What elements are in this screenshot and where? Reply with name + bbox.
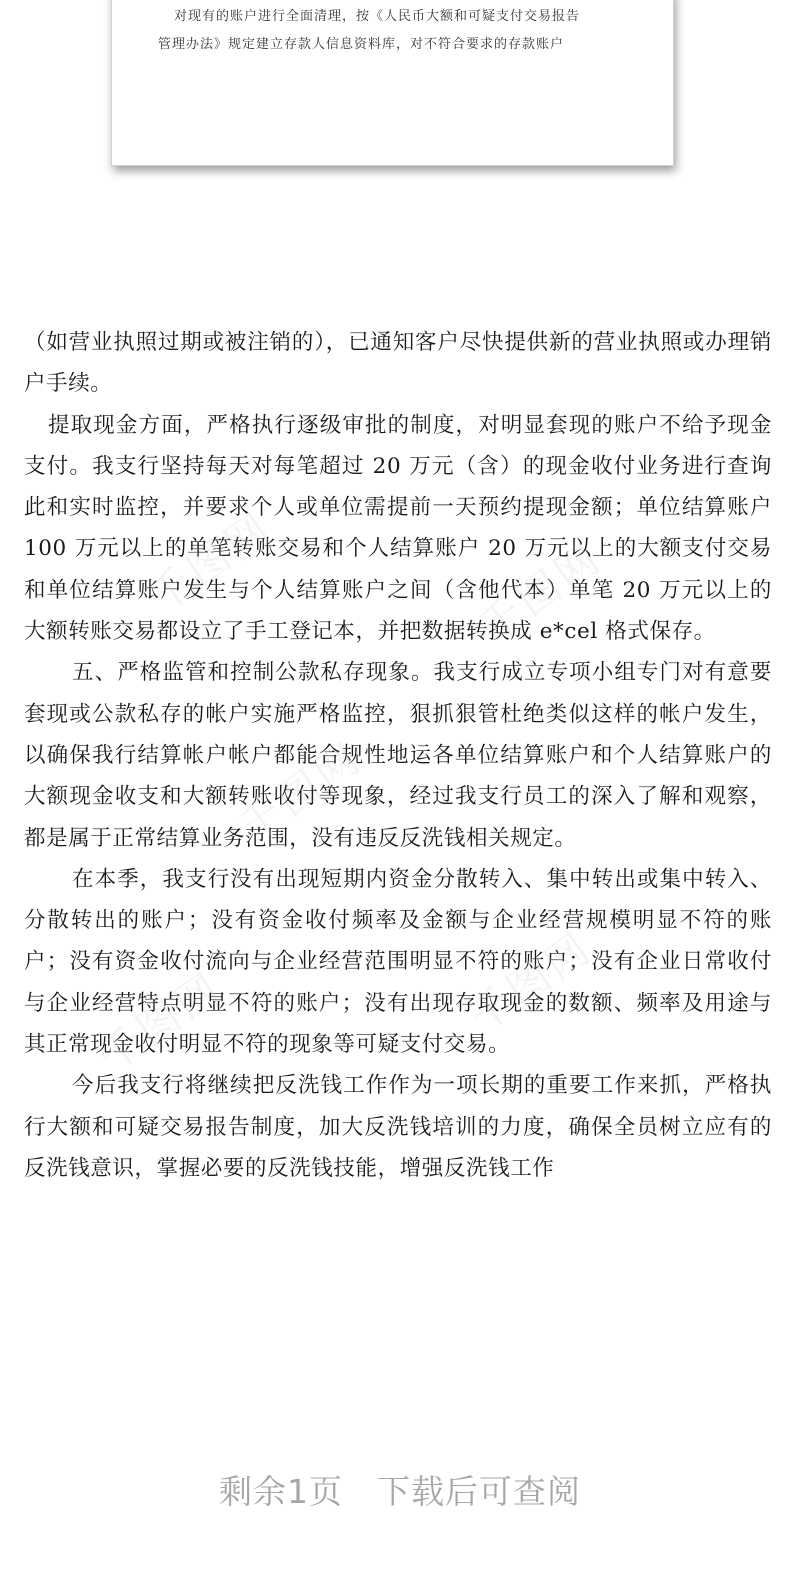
document-body [24, 322, 772, 1189]
document-preview-card [111, 0, 674, 166]
download-prompt[interactable] [0, 1462, 800, 1522]
paragraph-future-work: 今后我支行将继续把反洗钱工作作为一项长期的重要工作来抓，严格执行大额和可疑交易报告制度，加大反洗钱培训的力度，确保全员树立应有的反洗钱意识，掌握必要的反洗钱技能，增强反洗钱工作 [24, 1073, 772, 1181]
watermark: 千图网 [229, 732, 372, 852]
paragraph-section-five: 五、严格监管和控制公款私存现象。我支行成立专项小组专门对有意要套现或公款私存的帐户实施严格监控，狠抓狠管杜绝类似这样的帐户发生，以确保我行结算帐户帐户都能合规性地运各单位结算账户和个人结算账户的大额现金收支和大额转账收付等现象，经过我支行员工的深入了解和观察，都是属于正常结算业务范围，没有违反反洗钱相关规定。 [24, 660, 772, 851]
preview-line-2: 管理办法》规定建立存款人信息资料库，对不符合要求的存款账户 [158, 37, 565, 52]
paragraph-cash-withdrawal: 提取现金方面，严格执行逐级审批的制度，对明显套现的账户不给予现金支付。我支行坚持每天对每笔超过 20 万元（含）的现金收付业务进行查询此和实时监控，并要求个人或单位需提前一天预约提现金额；单位结算账户 100 万元以上的单笔转账交易和个人结算账户 20 万元以上的大额支付交易和单位结算账户发生与个人结算账户之间（含他代本）单笔 20 万元以上的大额转账交易都设立了手工登记本，并把数据转换成 e*cel 格式保存。 [24, 412, 772, 645]
watermark: 千图网 [89, 962, 232, 1082]
paragraph-continuation: （如营业执照过期或被注销的），已通知客户尽快提供新的营业执照或办理销户手续。 [24, 330, 772, 397]
download-to-view-text[interactable]: 下载后可查阅 [377, 1472, 581, 1511]
watermark: 千图网 [459, 922, 602, 1042]
paragraph-this-quarter: 在本季，我支行没有出现短期内资金分散转入、集中转出或集中转入、分散转出的账户；没有资金收付频率及金额与企业经营规模明显不符的账户；没有资金收付流向与企业经营范围明显不符的账户；没有企业日常收付与企业经营特点明显不符的账户；没有出现存取现金的数额、频率及用途与其正常现金收付明显不符的现象等可疑支付交易。 [24, 866, 772, 1058]
watermark: 千图网 [469, 532, 612, 652]
remaining-pages-text: 剩余1页 [219, 1472, 343, 1511]
watermark: 千图网 [139, 502, 282, 622]
preview-line-1: 对现有的账户进行全面清理，按《人民币大额和可疑支付交易报告 [174, 9, 581, 24]
